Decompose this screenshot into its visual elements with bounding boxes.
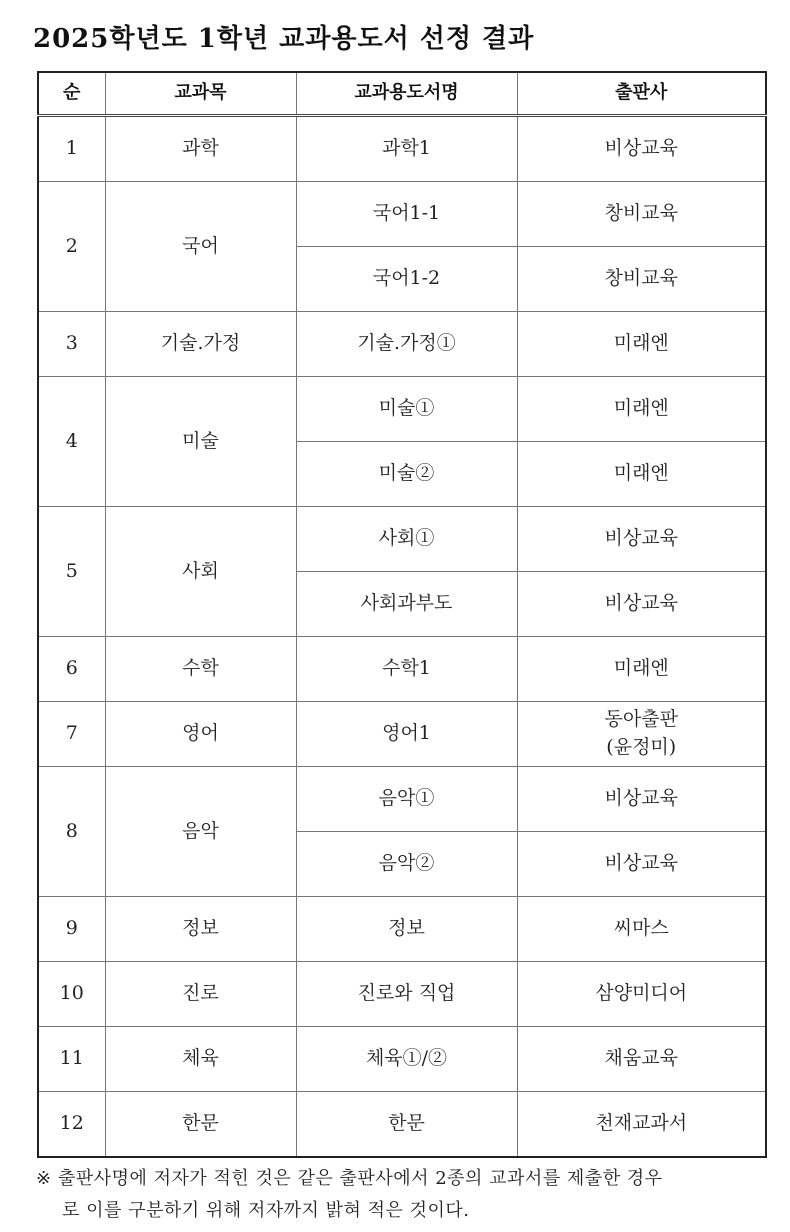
cell-publisher: 창비교육 <box>517 247 766 312</box>
table-header-row <box>38 72 766 116</box>
cell-book-title: 영어1 <box>296 702 517 767</box>
header-publisher: 출판사 <box>517 72 766 116</box>
cell-publisher: 미래엔 <box>517 312 766 377</box>
cell-book-title: 과학1 <box>296 116 517 182</box>
cell-no: 1 <box>38 116 105 182</box>
cell-subject: 영어 <box>105 702 296 767</box>
table-row <box>38 182 766 247</box>
footnote-line2: 로 이를 구분하기 위해 저자까지 밝혀 적은 것이다. <box>62 1200 470 1221</box>
table-row <box>38 767 766 832</box>
cell-subject: 진로 <box>105 962 296 1027</box>
cell-publisher <box>517 702 766 767</box>
cell-no: 7 <box>38 702 105 767</box>
cell-publisher: 비상교육 <box>517 572 766 637</box>
cell-book-title: 수학1 <box>296 637 517 702</box>
cell-no: 5 <box>38 507 105 637</box>
cell-book-title: 정보 <box>296 897 517 962</box>
cell-book-title: 한문 <box>296 1092 517 1158</box>
cell-publisher: 비상교육 <box>517 767 766 832</box>
cell-subject: 체육 <box>105 1027 296 1092</box>
cell-no: 4 <box>38 377 105 507</box>
table-body <box>38 116 766 1158</box>
cell-subject: 수학 <box>105 637 296 702</box>
header-book-title: 교과용도서명 <box>296 72 517 116</box>
cell-publisher: 미래엔 <box>517 637 766 702</box>
header-no: 순 <box>38 72 105 116</box>
footnote-line1: 출판사명에 저자가 적힌 것은 같은 출판사에서 2종의 교과서를 제출한 경우 <box>58 1168 663 1189</box>
cell-publisher: 미래엔 <box>517 377 766 442</box>
footnote-mark: ※ <box>36 1168 52 1189</box>
cell-book-title: 미술① <box>296 377 517 442</box>
cell-subject: 과학 <box>105 116 296 182</box>
cell-book-title: 기술.가정① <box>296 312 517 377</box>
table-row <box>38 377 766 442</box>
cell-no: 2 <box>38 182 105 312</box>
table-row <box>38 507 766 572</box>
cell-book-title: 사회① <box>296 507 517 572</box>
footnote <box>36 1163 781 1227</box>
cell-no: 8 <box>38 767 105 897</box>
cell-publisher: 창비교육 <box>517 182 766 247</box>
cell-book-title: 미술② <box>296 442 517 507</box>
cell-subject: 기술.가정 <box>105 312 296 377</box>
table-row <box>38 897 766 962</box>
textbook-selection-table <box>37 71 767 1158</box>
page-title: 2025학년도 1학년 교과용도서 선정 결과 <box>33 24 535 54</box>
cell-book-title: 국어1-2 <box>296 247 517 312</box>
cell-publisher: 천재교과서 <box>517 1092 766 1158</box>
cell-book-title: 음악① <box>296 767 517 832</box>
cell-book-title: 국어1-1 <box>296 182 517 247</box>
cell-no: 6 <box>38 637 105 702</box>
cell-publisher: 비상교육 <box>517 116 766 182</box>
cell-no: 10 <box>38 962 105 1027</box>
table-row <box>38 1092 766 1158</box>
cell-publisher: 비상교육 <box>517 507 766 572</box>
cell-publisher: 씨마스 <box>517 897 766 962</box>
cell-subject: 국어 <box>105 182 296 312</box>
header-subject: 교과목 <box>105 72 296 116</box>
cell-publisher: 삼양미디어 <box>517 962 766 1027</box>
cell-no: 9 <box>38 897 105 962</box>
cell-book-title: 체육①/② <box>296 1027 517 1092</box>
publisher-name: 동아출판 <box>604 708 678 731</box>
cell-publisher: 채움교육 <box>517 1027 766 1092</box>
cell-subject: 정보 <box>105 897 296 962</box>
cell-book-title: 음악② <box>296 832 517 897</box>
cell-no: 11 <box>38 1027 105 1092</box>
cell-subject: 사회 <box>105 507 296 637</box>
cell-publisher: 비상교육 <box>517 832 766 897</box>
cell-subject: 음악 <box>105 767 296 897</box>
table-row <box>38 312 766 377</box>
table-row <box>38 637 766 702</box>
cell-subject: 미술 <box>105 377 296 507</box>
table-row <box>38 116 766 182</box>
cell-subject: 한문 <box>105 1092 296 1158</box>
cell-no: 12 <box>38 1092 105 1158</box>
table-row <box>38 1027 766 1092</box>
table-row <box>38 962 766 1027</box>
cell-no: 3 <box>38 312 105 377</box>
table-row <box>38 702 766 767</box>
cell-publisher: 미래엔 <box>517 442 766 507</box>
cell-book-title: 진로와 직업 <box>296 962 517 1027</box>
cell-book-title: 사회과부도 <box>296 572 517 637</box>
publisher-author-note: (윤정미) <box>606 736 677 758</box>
